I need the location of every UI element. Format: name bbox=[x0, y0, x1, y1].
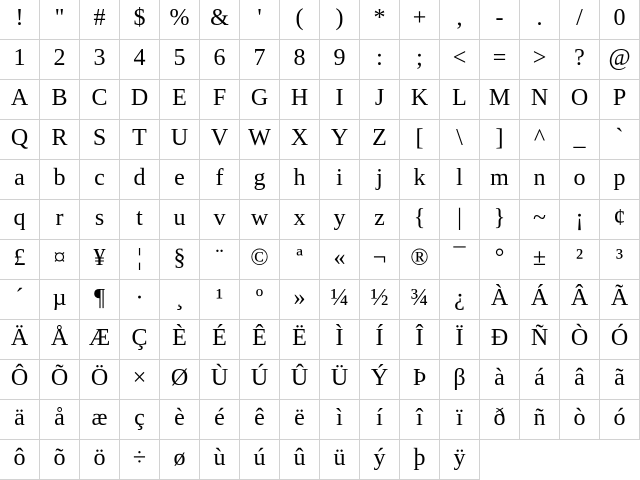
glyph-cell[interactable]: ± bbox=[520, 240, 560, 280]
glyph-cell[interactable]: © bbox=[240, 240, 280, 280]
glyph-cell[interactable]: ð bbox=[480, 400, 520, 440]
glyph-cell[interactable]: H bbox=[280, 80, 320, 120]
glyph-cell[interactable]: \ bbox=[440, 120, 480, 160]
glyph-cell[interactable]: j bbox=[360, 160, 400, 200]
glyph-cell[interactable]: O bbox=[560, 80, 600, 120]
glyph-cell[interactable]: Æ bbox=[80, 320, 120, 360]
glyph-row bbox=[0, 40, 640, 80]
glyph-cell[interactable]: 0 bbox=[600, 0, 640, 40]
glyph-cell[interactable]: S bbox=[80, 120, 120, 160]
glyph-cell[interactable]: ] bbox=[480, 120, 520, 160]
glyph-cell[interactable]: ç bbox=[120, 400, 160, 440]
glyph-cell[interactable]: q bbox=[0, 200, 40, 240]
glyph-cell[interactable]: Õ bbox=[40, 360, 80, 400]
glyph-cell[interactable]: ¬ bbox=[360, 240, 400, 280]
glyph-cell[interactable]: Ð bbox=[480, 320, 520, 360]
glyph-cell[interactable]: W bbox=[240, 120, 280, 160]
glyph-cell[interactable]: ¸ bbox=[160, 280, 200, 320]
glyph-cell[interactable]: ¿ bbox=[440, 280, 480, 320]
glyph-cell[interactable]: J bbox=[360, 80, 400, 120]
glyph-cell[interactable]: ¡ bbox=[560, 200, 600, 240]
glyph-cell[interactable]: Y bbox=[320, 120, 360, 160]
glyph-cell[interactable]: { bbox=[400, 200, 440, 240]
glyph-cell[interactable]: ÷ bbox=[120, 440, 160, 480]
glyph-cell[interactable]: È bbox=[160, 320, 200, 360]
glyph-cell[interactable]: º bbox=[240, 280, 280, 320]
glyph-cell[interactable]: Í bbox=[360, 320, 400, 360]
glyph-cell[interactable]: V bbox=[200, 120, 240, 160]
glyph-cell[interactable]: [ bbox=[400, 120, 440, 160]
glyph-cell[interactable]: ÿ bbox=[440, 440, 480, 480]
glyph-cell[interactable]: R bbox=[40, 120, 80, 160]
glyph-row bbox=[0, 240, 640, 280]
glyph-cell[interactable]: Ã bbox=[600, 280, 640, 320]
glyph-cell[interactable]: ò bbox=[560, 400, 600, 440]
glyph-cell[interactable]: v bbox=[200, 200, 240, 240]
glyph-cell[interactable]: f bbox=[200, 160, 240, 200]
glyph-cell[interactable]: a bbox=[0, 160, 40, 200]
glyph-cell[interactable]: å bbox=[40, 400, 80, 440]
glyph-cell[interactable]: ø bbox=[160, 440, 200, 480]
glyph-row bbox=[0, 0, 640, 40]
glyph-cell[interactable]: Â bbox=[560, 280, 600, 320]
glyph-cell[interactable]: 2 bbox=[40, 40, 80, 80]
glyph-cell[interactable]: ½ bbox=[360, 280, 400, 320]
glyph-cell[interactable]: ô bbox=[0, 440, 40, 480]
glyph-cell[interactable]: ¨ bbox=[200, 240, 240, 280]
glyph-cell[interactable]: β bbox=[440, 360, 480, 400]
glyph-cell[interactable]: ¹ bbox=[200, 280, 240, 320]
glyph-cell[interactable]: ¼ bbox=[320, 280, 360, 320]
glyph-cell[interactable]: Z bbox=[360, 120, 400, 160]
glyph-cell[interactable]: ¤ bbox=[40, 240, 80, 280]
glyph-cell[interactable]: _ bbox=[560, 120, 600, 160]
glyph-cell[interactable]: - bbox=[480, 0, 520, 40]
glyph-cell[interactable]: Q bbox=[0, 120, 40, 160]
glyph-cell[interactable]: P bbox=[600, 80, 640, 120]
glyph-cell[interactable]: u bbox=[160, 200, 200, 240]
glyph-cell[interactable]: Á bbox=[520, 280, 560, 320]
glyph-cell[interactable]: í bbox=[360, 400, 400, 440]
glyph-cell[interactable]: ² bbox=[560, 240, 600, 280]
glyph-cell[interactable]: 7 bbox=[240, 40, 280, 80]
glyph-cell[interactable]: ¾ bbox=[400, 280, 440, 320]
glyph-cell[interactable]: 3 bbox=[80, 40, 120, 80]
glyph-cell[interactable]: . bbox=[520, 0, 560, 40]
glyph-cell[interactable]: 4 bbox=[120, 40, 160, 80]
glyph-row bbox=[0, 280, 640, 320]
glyph-cell[interactable]: § bbox=[160, 240, 200, 280]
glyph-cell[interactable]: Ï bbox=[440, 320, 480, 360]
glyph-cell[interactable]: Ê bbox=[240, 320, 280, 360]
glyph-cell[interactable]: ( bbox=[280, 0, 320, 40]
glyph-cell[interactable]: Þ bbox=[400, 360, 440, 400]
glyph-cell[interactable]: ï bbox=[440, 400, 480, 440]
glyph-cell[interactable]: m bbox=[480, 160, 520, 200]
glyph-cell[interactable]: Å bbox=[40, 320, 80, 360]
glyph-cell[interactable]: A bbox=[0, 80, 40, 120]
glyph-cell[interactable]: Ó bbox=[600, 320, 640, 360]
glyph-cell[interactable]: z bbox=[360, 200, 400, 240]
glyph-cell[interactable]: Ý bbox=[360, 360, 400, 400]
glyph-cell[interactable]: Ë bbox=[280, 320, 320, 360]
glyph-cell[interactable]: o bbox=[560, 160, 600, 200]
glyph-cell[interactable]: µ bbox=[40, 280, 80, 320]
glyph-cell[interactable]: Ç bbox=[120, 320, 160, 360]
glyph-cell[interactable]: õ bbox=[40, 440, 80, 480]
glyph-cell[interactable]: ª bbox=[280, 240, 320, 280]
glyph-cell[interactable]: ã bbox=[600, 360, 640, 400]
glyph-cell[interactable]: c bbox=[80, 160, 120, 200]
glyph-cell[interactable]: ê bbox=[240, 400, 280, 440]
glyph-cell[interactable]: w bbox=[240, 200, 280, 240]
glyph-cell[interactable]: | bbox=[440, 200, 480, 240]
glyph-cell[interactable]: ñ bbox=[520, 400, 560, 440]
glyph-cell[interactable]: I bbox=[320, 80, 360, 120]
glyph-cell[interactable]: ° bbox=[480, 240, 520, 280]
glyph-row bbox=[0, 400, 640, 440]
glyph-cell[interactable]: ; bbox=[400, 40, 440, 80]
glyph-cell[interactable]: Ñ bbox=[520, 320, 560, 360]
glyph-cell[interactable]: x bbox=[280, 200, 320, 240]
glyph-cell[interactable]: ü bbox=[320, 440, 360, 480]
glyph-cell[interactable]: · bbox=[120, 280, 160, 320]
glyph-cell[interactable]: , bbox=[440, 0, 480, 40]
glyph-cell[interactable]: ) bbox=[320, 0, 360, 40]
glyph-row bbox=[0, 80, 640, 120]
glyph-cell[interactable]: × bbox=[120, 360, 160, 400]
glyph-cell[interactable]: s bbox=[80, 200, 120, 240]
glyph-cell[interactable]: û bbox=[280, 440, 320, 480]
glyph-cell[interactable]: = bbox=[480, 40, 520, 80]
glyph-cell[interactable]: ³ bbox=[600, 240, 640, 280]
glyph-cell[interactable]: Ö bbox=[80, 360, 120, 400]
glyph-cell[interactable]: " bbox=[40, 0, 80, 40]
glyph-cell[interactable]: b bbox=[40, 160, 80, 200]
glyph-cell[interactable]: Ü bbox=[320, 360, 360, 400]
glyph-cell[interactable]: * bbox=[360, 0, 400, 40]
glyph-cell[interactable]: ù bbox=[200, 440, 240, 480]
glyph-cell[interactable]: é bbox=[200, 400, 240, 440]
glyph-cell[interactable]: à bbox=[480, 360, 520, 400]
glyph-cell[interactable]: ¥ bbox=[80, 240, 120, 280]
glyph-cell[interactable]: M bbox=[480, 80, 520, 120]
glyph-cell[interactable]: ' bbox=[240, 0, 280, 40]
glyph-cell[interactable]: : bbox=[360, 40, 400, 80]
glyph-cell[interactable]: Ù bbox=[200, 360, 240, 400]
glyph-cell[interactable]: î bbox=[400, 400, 440, 440]
glyph-cell[interactable]: æ bbox=[80, 400, 120, 440]
glyph-cell[interactable]: B bbox=[40, 80, 80, 120]
glyph-cell[interactable]: N bbox=[520, 80, 560, 120]
glyph-cell[interactable]: ? bbox=[560, 40, 600, 80]
glyph-cell[interactable]: ~ bbox=[520, 200, 560, 240]
glyph-cell[interactable]: Ø bbox=[160, 360, 200, 400]
glyph-cell[interactable]: K bbox=[400, 80, 440, 120]
glyph-cell[interactable]: @ bbox=[600, 40, 640, 80]
glyph-cell[interactable]: & bbox=[200, 0, 240, 40]
glyph-cell[interactable]: 8 bbox=[280, 40, 320, 80]
glyph-cell[interactable]: 5 bbox=[160, 40, 200, 80]
glyph-cell[interactable]: á bbox=[520, 360, 560, 400]
glyph-cell[interactable]: k bbox=[400, 160, 440, 200]
glyph-cell[interactable]: ´ bbox=[0, 280, 40, 320]
glyph-cell[interactable]: e bbox=[160, 160, 200, 200]
glyph-row bbox=[0, 360, 640, 400]
glyph-cell[interactable]: ` bbox=[600, 120, 640, 160]
glyph-row bbox=[0, 320, 640, 360]
glyph-cell[interactable]: Ú bbox=[240, 360, 280, 400]
glyph-cell[interactable]: $ bbox=[120, 0, 160, 40]
glyph-cell[interactable]: 6 bbox=[200, 40, 240, 80]
glyph-cell[interactable]: ú bbox=[240, 440, 280, 480]
glyph-cell[interactable]: + bbox=[400, 0, 440, 40]
glyph-cell[interactable]: 1 bbox=[0, 40, 40, 80]
glyph-cell[interactable]: > bbox=[520, 40, 560, 80]
glyph-cell[interactable]: ¢ bbox=[600, 200, 640, 240]
glyph-cell[interactable]: l bbox=[440, 160, 480, 200]
glyph-cell[interactable]: } bbox=[480, 200, 520, 240]
glyph-cell[interactable]: n bbox=[520, 160, 560, 200]
glyph-cell[interactable]: / bbox=[560, 0, 600, 40]
glyph-cell[interactable]: ì bbox=[320, 400, 360, 440]
glyph-cell[interactable]: F bbox=[200, 80, 240, 120]
glyph-cell[interactable]: ¶ bbox=[80, 280, 120, 320]
glyph-cell[interactable]: » bbox=[280, 280, 320, 320]
glyph-cell[interactable]: E bbox=[160, 80, 200, 120]
glyph-cell[interactable]: è bbox=[160, 400, 200, 440]
glyph-cell[interactable]: â bbox=[560, 360, 600, 400]
glyph-row bbox=[0, 440, 640, 480]
glyph-cell[interactable]: Ä bbox=[0, 320, 40, 360]
glyph-cell[interactable]: ¦ bbox=[120, 240, 160, 280]
glyph-cell[interactable]: < bbox=[440, 40, 480, 80]
glyph-cell[interactable]: r bbox=[40, 200, 80, 240]
glyph-cell[interactable]: £ bbox=[0, 240, 40, 280]
glyph-cell[interactable]: ^ bbox=[520, 120, 560, 160]
glyph-cell[interactable]: ó bbox=[600, 400, 640, 440]
glyph-cell[interactable]: i bbox=[320, 160, 360, 200]
glyph-cell[interactable]: ý bbox=[360, 440, 400, 480]
glyph-cell[interactable]: U bbox=[160, 120, 200, 160]
glyph-row bbox=[0, 200, 640, 240]
glyph-cell[interactable]: L bbox=[440, 80, 480, 120]
glyph-cell[interactable]: G bbox=[240, 80, 280, 120]
glyph-cell[interactable]: p bbox=[600, 160, 640, 200]
glyph-cell[interactable]: y bbox=[320, 200, 360, 240]
glyph-cell[interactable]: þ bbox=[400, 440, 440, 480]
glyph-cell[interactable]: d bbox=[120, 160, 160, 200]
glyph-cell[interactable]: Ì bbox=[320, 320, 360, 360]
glyph-cell[interactable]: ¯ bbox=[440, 240, 480, 280]
glyph-cell[interactable]: t bbox=[120, 200, 160, 240]
glyph-cell[interactable]: ä bbox=[0, 400, 40, 440]
glyph-cell[interactable]: Ò bbox=[560, 320, 600, 360]
glyph-cell[interactable]: D bbox=[120, 80, 160, 120]
glyph-cell[interactable]: ! bbox=[0, 0, 40, 40]
glyph-cell[interactable]: T bbox=[120, 120, 160, 160]
glyph-cell[interactable]: À bbox=[480, 280, 520, 320]
glyph-cell[interactable]: h bbox=[280, 160, 320, 200]
glyph-row bbox=[0, 160, 640, 200]
glyph-cell[interactable]: X bbox=[280, 120, 320, 160]
glyph-cell[interactable]: « bbox=[320, 240, 360, 280]
glyph-cell[interactable]: ë bbox=[280, 400, 320, 440]
glyph-cell[interactable]: # bbox=[80, 0, 120, 40]
glyph-cell[interactable]: Ô bbox=[0, 360, 40, 400]
glyph-cell[interactable]: É bbox=[200, 320, 240, 360]
glyph-cell[interactable]: 9 bbox=[320, 40, 360, 80]
glyph-cell[interactable]: g bbox=[240, 160, 280, 200]
glyph-cell[interactable]: ö bbox=[80, 440, 120, 480]
glyph-cell[interactable]: % bbox=[160, 0, 200, 40]
glyph-cell[interactable]: Û bbox=[280, 360, 320, 400]
glyph-cell[interactable]: ® bbox=[400, 240, 440, 280]
glyph-row bbox=[0, 120, 640, 160]
glyph-cell[interactable]: Î bbox=[400, 320, 440, 360]
glyph-cell[interactable]: C bbox=[80, 80, 120, 120]
